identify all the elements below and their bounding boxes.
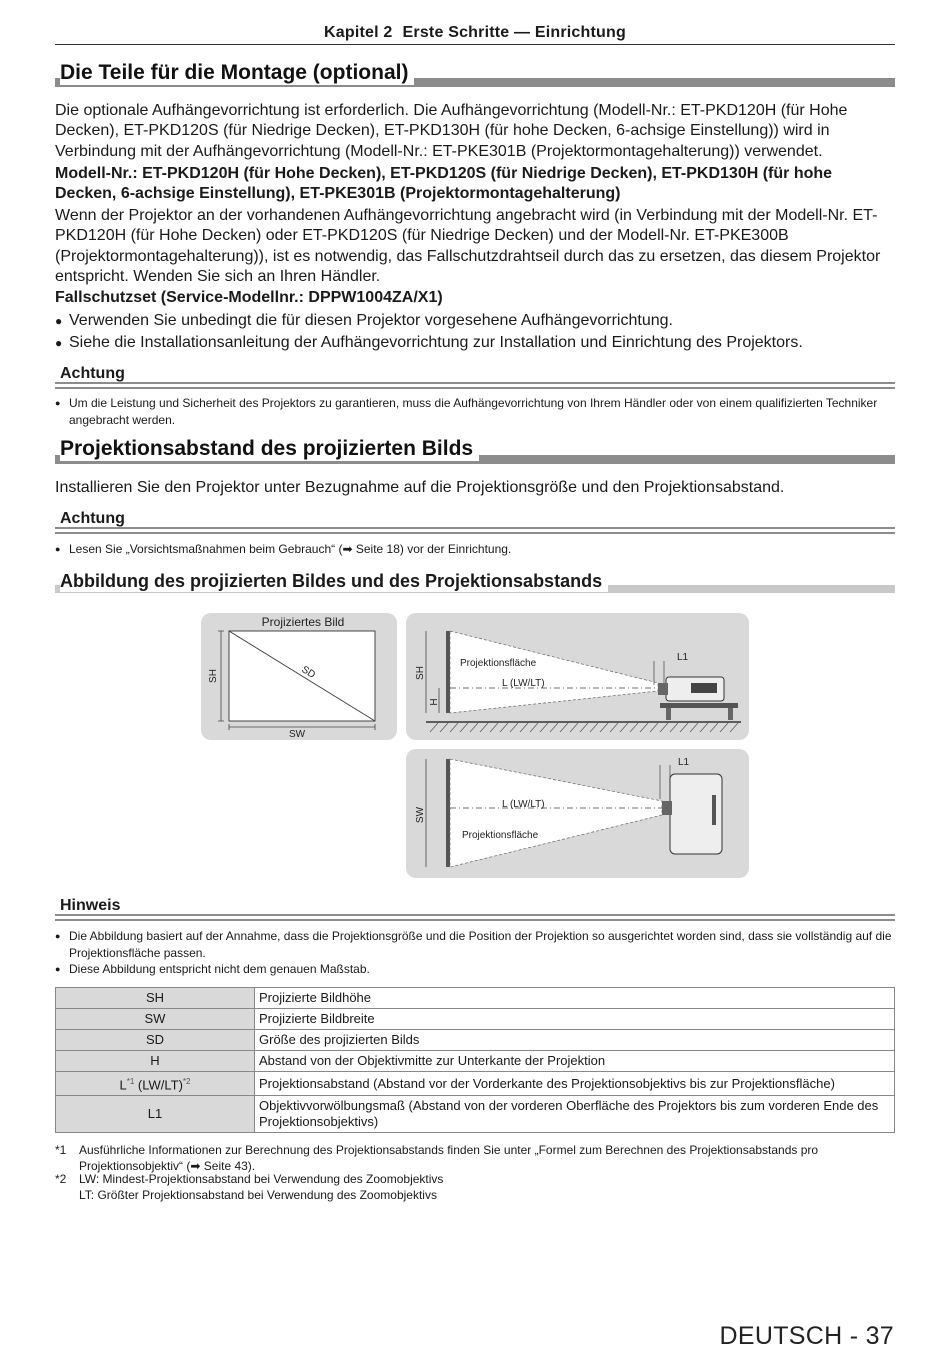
- achtung-heading: Achtung: [60, 365, 125, 382]
- footnote: [55, 1172, 895, 1203]
- section-title-montage: Die Teile für die Montage (optional): [60, 61, 414, 85]
- footnote-mark: *1: [55, 1143, 67, 1157]
- page-number: DEUTSCH - 37: [719, 1322, 894, 1350]
- projector-vent: [691, 683, 717, 693]
- paragraph-install: Installieren Sie den Projektor unter Bezugnahme auf die Projektionsgröße und den Projektionsabstand.: [55, 479, 785, 496]
- h-label: H: [429, 698, 440, 706]
- footnote: [55, 1143, 895, 1174]
- l1-label: L1: [677, 652, 689, 663]
- footnote-text: Ausführliche Informationen zur Berechnung des Projektionsabstands finden Sie unter „Formel zum Berechnen des Projektionsabstands pro Projektionsobjektiv“ (➡ Seite 43).: [79, 1143, 819, 1173]
- projector-lens: [658, 683, 668, 695]
- surface-label: Projektionsfläche: [462, 830, 539, 841]
- hinweis-note: ● Diese Abbildung entspricht nicht dem genauen Maßstab.: [55, 961, 895, 978]
- achtung-rule: [55, 527, 895, 534]
- legend-key: $L^{*1}$ $(LW/LT)^{*2}$: [56, 1072, 255, 1096]
- hinweis-heading: Hinweis: [60, 897, 121, 914]
- diagram-top-view: [406, 749, 749, 878]
- legend-key: L1: [56, 1096, 255, 1133]
- legend-key: SW: [56, 1009, 255, 1030]
- chapter-title: Erste Schritte — Einrichtung: [402, 24, 626, 41]
- projector-logo: [712, 795, 716, 825]
- diagram-side-view: [406, 613, 749, 740]
- bullet-item: ● Verwenden Sie unbedingt die für diesen Projektor vorgesehene Aufhängevorrichtung.: [55, 311, 895, 331]
- achtung-note: ● Um die Leistung und Sicherheit des Projektors zu garantieren, muss die Aufhängevorrichtung von Ihrem Händler oder von einem qualifizierten Techniker angebracht werden.: [55, 395, 895, 428]
- l-label: L (LW/LT): [502, 799, 545, 810]
- table-row: [56, 1096, 895, 1133]
- subsection-title-abbildung: Abbildung des projizierten Bildes und des Projektionsabstands: [60, 571, 608, 592]
- legend-value: Abstand von der Objektivmitte zur Unterkante der Projektion: [255, 1051, 895, 1072]
- surface-label: Projektionsfläche: [460, 658, 537, 669]
- paragraph-existing-mount: Wenn der Projektor an der vorhandenen Aufhängevorrichtung angebracht wird (in Verbindung mit der Modell-Nr. ET-PKD120H (für Hohe Decken) oder ET-PKD120S (für Niedrige Decken) und der Modell-Nr. ET-PKE300B (Projektormontagehalterung)), ist es notwendig, das Fallschutzdrahtseil durch das zu ersetzen, das diesem Projektor entspricht. Wenden Sie sich an Ihren Händler.: [55, 207, 881, 285]
- legend-value: Projizierte Bildbreite: [255, 1009, 895, 1030]
- header-rule: [55, 44, 895, 45]
- table-row: [56, 988, 895, 1009]
- projector-lens: [662, 801, 672, 815]
- footnote-text: LW: Mindest-Projektionsabstand bei Verwendung des Zoomobjektivs: [79, 1172, 444, 1186]
- legend-table: [55, 987, 895, 1133]
- legend-value: Größe des projizierten Bilds: [255, 1030, 895, 1051]
- table-row: [56, 1009, 895, 1030]
- sw-label: SW: [288, 729, 306, 740]
- paragraph-models: Modell-Nr.: ET-PKD120H (für Hohe Decken), ET-PKD120S (für Niedrige Decken), ET-PKD130H (für hohe Decken, 6-achsige Einstellung), ET-PKE301B (Projektormontagehalterung): [55, 165, 833, 203]
- diagram-image-label: Projiziertes Bild: [261, 615, 345, 629]
- achtung-note: ● Lesen Sie „Vorsichtsmaßnahmen beim Gebrauch“ (➡ Seite 18) vor der Einrichtung.: [55, 541, 895, 558]
- bullet-item: ● Siehe die Installationsanleitung der Aufhängevorrichtung zur Installation und Einrichtung des Projektors.: [55, 333, 895, 353]
- paragraph-fallschutz: Fallschutzset (Service-Modellnr.: DPPW1004ZA/X1): [55, 289, 443, 306]
- sh-label: SH: [208, 669, 219, 683]
- sw-label: SW: [415, 806, 426, 824]
- screen-surface: [446, 631, 450, 713]
- l-label: L (LW/LT): [502, 678, 545, 689]
- paragraph-intro: Die optionale Aufhängevorrichtung ist erforderlich. Die Aufhängevorrichtung (Modell-Nr.: ET-PKD120H (für Hohe Decken), ET-PKD120S (für Niedrige Decken), ET-PKD130H (für hohe Decken, 6-achsige Einstellung)) wird in Verbindung mit der Aufhängevorrichtung (Modell-Nr.: ET-PKE301B (Projektormontagehalterung)) verwendet.: [55, 102, 848, 160]
- chapter-number: Kapitel 2: [324, 24, 393, 41]
- table-row: [56, 1051, 895, 1072]
- legend-key: SH: [56, 988, 255, 1009]
- screen-surface: [446, 759, 450, 867]
- projection-beam: [450, 631, 658, 713]
- achtung-heading: Achtung: [60, 510, 125, 527]
- section-title-projektionsabstand: Projektionsabstand des projizierten Bilds: [60, 437, 479, 461]
- sd-label: SD: [299, 664, 318, 681]
- diagram-projected-image: [201, 613, 397, 740]
- legend-value: Projizierte Bildhöhe: [255, 988, 895, 1009]
- legend-value: Projektionsabstand (Abstand vor der Vorderkante des Projektionsobjektivs bis zur Projektionsfläche): [255, 1072, 895, 1096]
- l1-label: L1: [678, 757, 690, 768]
- achtung-rule: [55, 382, 895, 389]
- chapter-header: [0, 24, 950, 42]
- hinweis-rule: [55, 914, 895, 921]
- legend-key: SD: [56, 1030, 255, 1051]
- legend-key: H: [56, 1051, 255, 1072]
- sh-label: SH: [415, 666, 426, 680]
- footnote-text: LT: Größter Projektionsabstand bei Verwendung des Zoomobjektivs: [79, 1187, 437, 1202]
- projection-beam: [450, 759, 662, 867]
- footnote-mark: *2: [55, 1172, 67, 1186]
- table-row: [56, 1030, 895, 1051]
- legend-value: Objektivvorwölbungsmaß (Abstand von der vorderen Oberfläche des Projektors bis zum vorderen Ende des Projektionsobjektivs): [255, 1096, 895, 1133]
- table-top: [660, 703, 738, 708]
- table-row: [56, 1072, 895, 1096]
- hinweis-note: ● Die Abbildung basiert auf der Annahme, dass die Projektionsgröße und die Position der Projektion so ausgerichtet worden sind, dass sie vollständig auf die Projektionsfläche passen.: [55, 928, 895, 961]
- floor-hatch: [430, 723, 738, 732]
